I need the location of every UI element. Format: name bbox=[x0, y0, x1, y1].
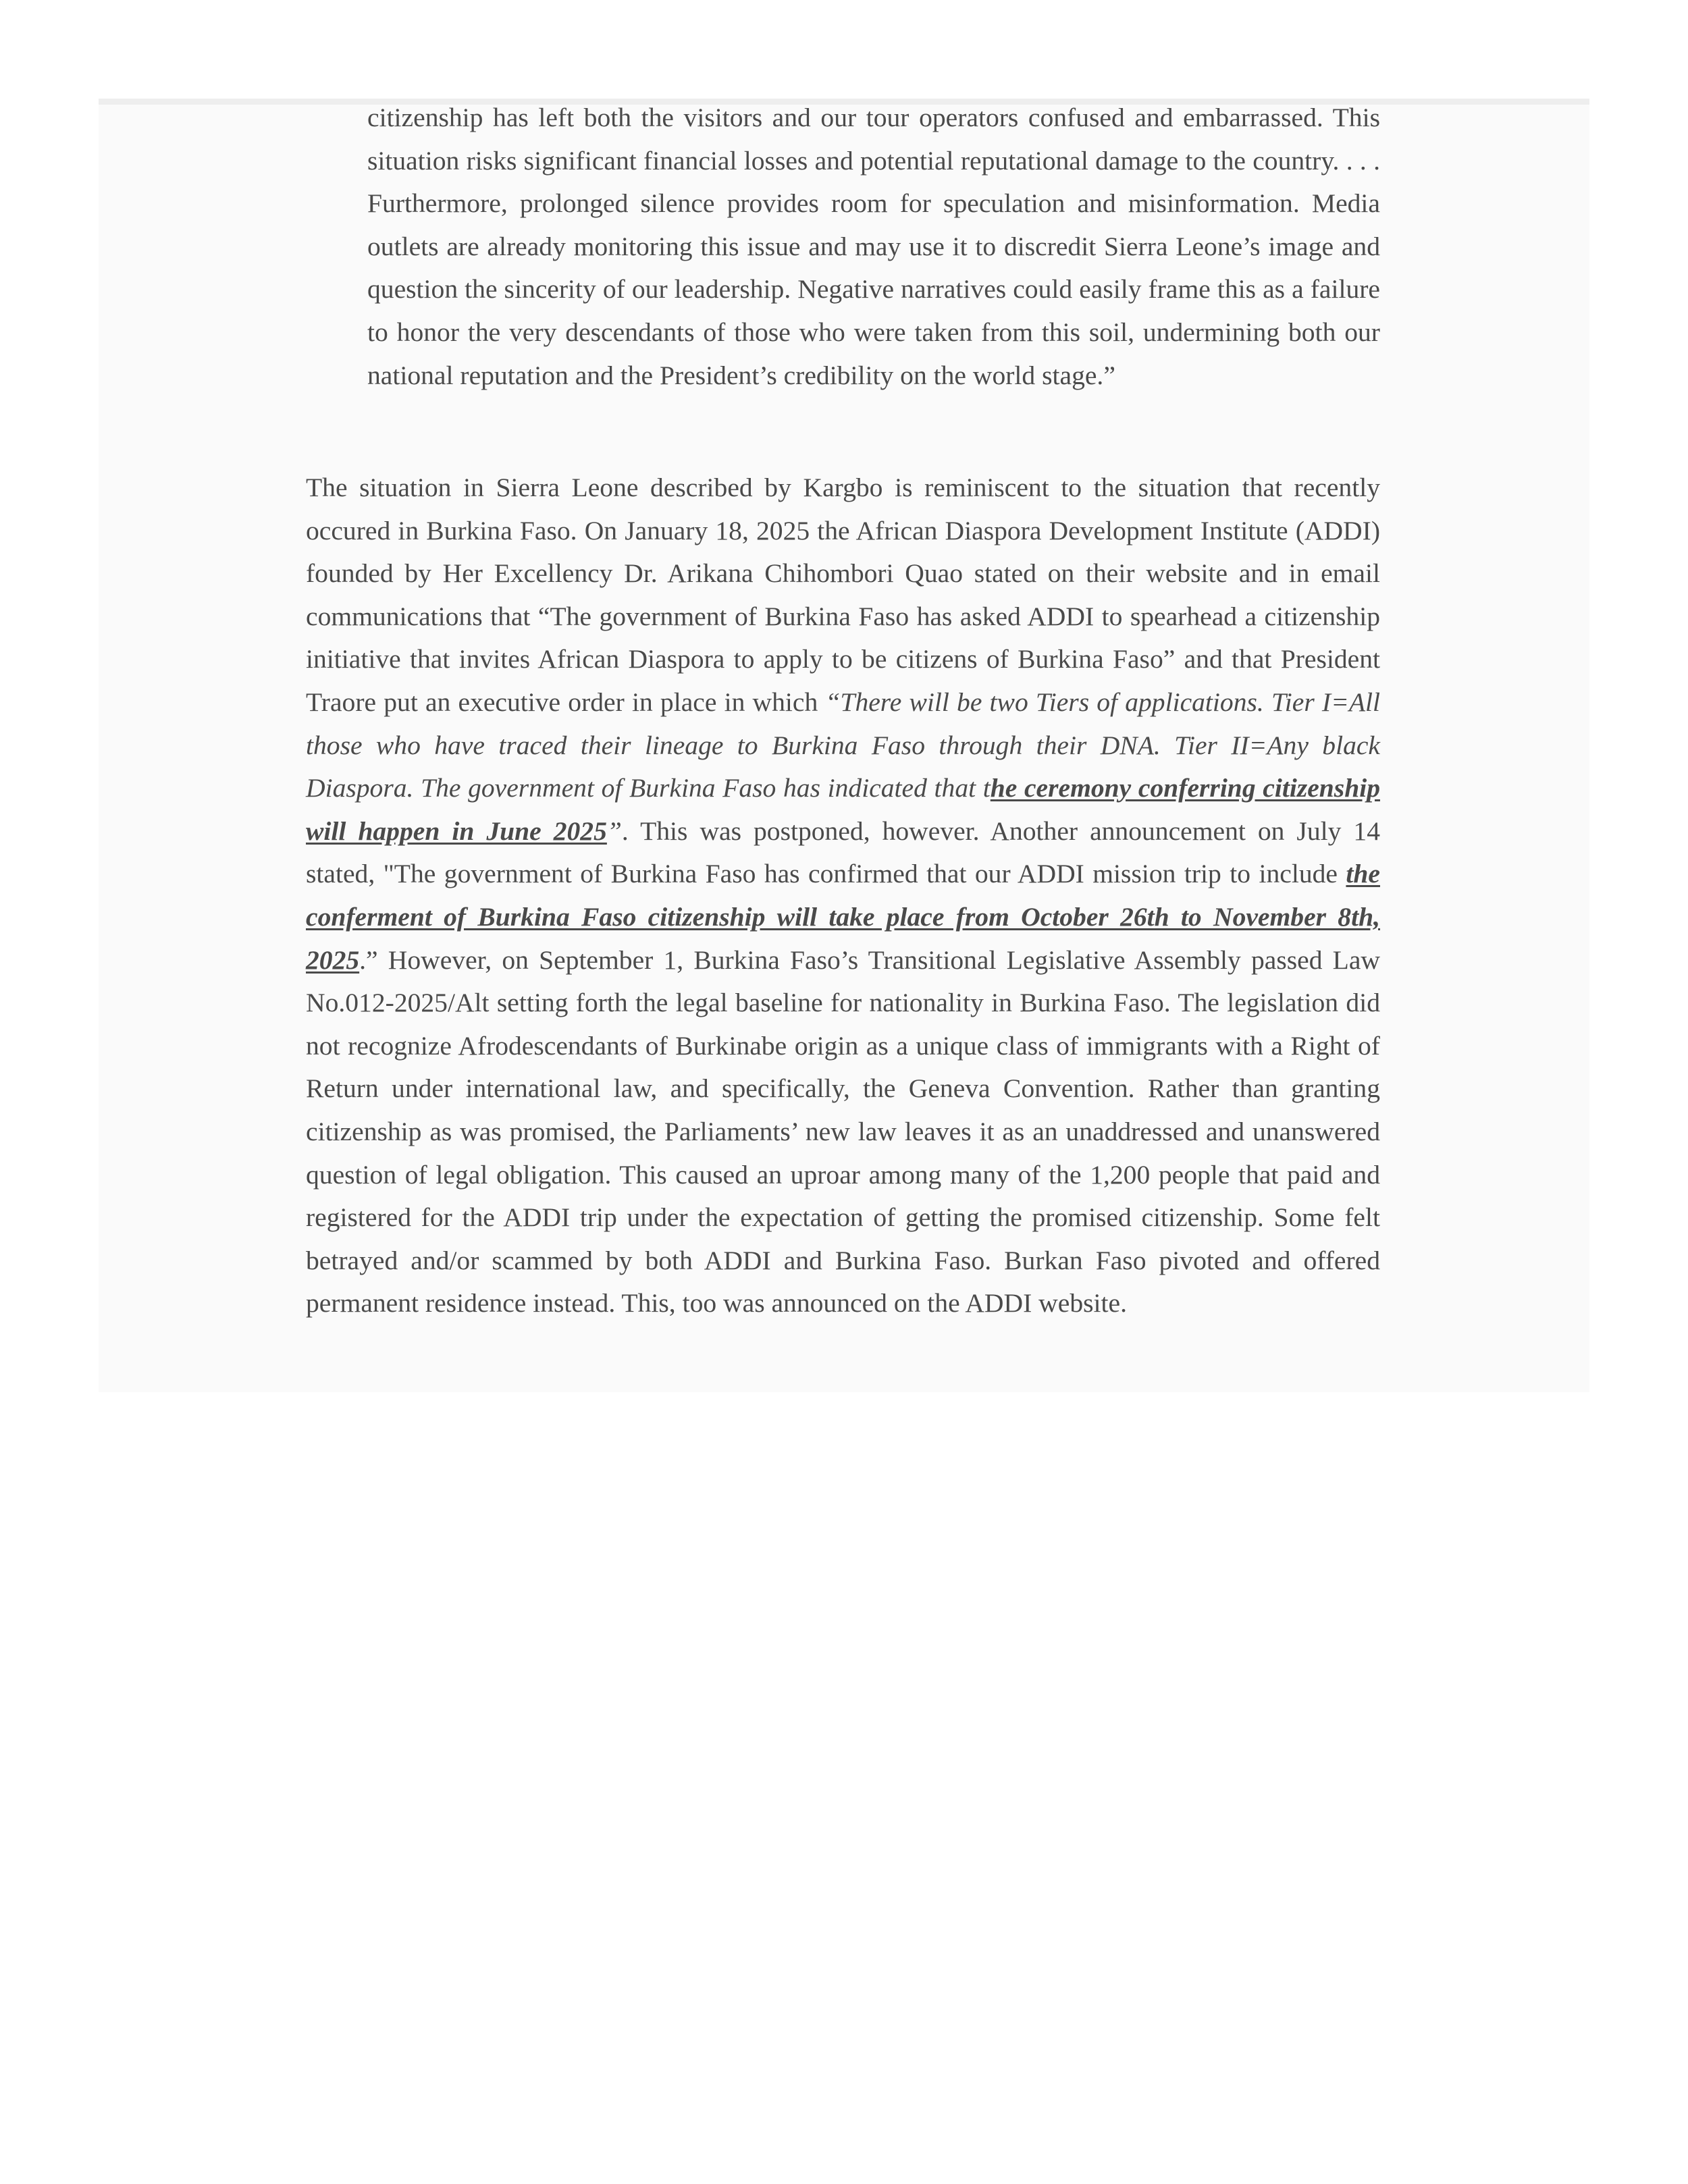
paragraph-text-1: The situation in Sierra Leone described by Kargbo is reminiscent to the situation that recently occured in Burkina Faso. On January 18, 2025 the African Diaspora Development Institute (ADDI) founded by Her Excellency Dr. Arikana Chihombori Quao stated on their website and in email communications that “The government of Burkina Faso has asked ADDI to spearhead a citizenship initiative that invites African Diaspora to apply to be citizens of Burkina Faso” and that President Traore put an executive order in place in which bbox=[306, 473, 1380, 717]
emphasis-june-ceremony: he ceremony conferring citizenship will happen in June 2025 bbox=[306, 773, 1380, 846]
emphasis-october-conferment: the conferment of Burkina Faso citizenship will take place from October 26th to November 8th, 2025 bbox=[306, 859, 1380, 975]
quoted-executive-order: “There will be two Tiers of applications. Tier I=All those who have traced their lineage to Burkina Faso through their DNA. Tier II=Any black Diaspora. The government of Burkina Faso has indicated that t bbox=[306, 687, 1380, 803]
paragraph-text-2: . This was postponed, however. Another announcement on July 14 stated, "The government of Burkina Faso has confirmed that our ADDI mission trip to include bbox=[306, 816, 1380, 889]
paragraph-text-3: .” However, on September 1, Burkina Faso’s Transitional Legislative Assembly passed Law No.012-2025/Alt setting forth the legal baseline for nationality in Burkina Faso. The legislation did not recognize Afrodescendants of Burkinabe origin as a unique class of immigrants with a Right of Return under international law, and specifically, the Geneva Convention. Rather than granting citizenship as was promised, the Parliaments’ new law leaves it as an unaddressed and unanswered question of legal obligation. This caused an uproar among many of the 1,200 people that paid and registered for the ADDI trip under the expectation of getting the promised citizenship. Some felt betrayed and/or scammed by both ADDI and Burkina Faso. Burkan Faso pivoted and offered permanent residence instead. This, too was announced on the ADDI website. bbox=[306, 944, 1380, 1319]
closing-quote-mark: ” bbox=[606, 816, 622, 846]
body-paragraph bbox=[306, 467, 1380, 1325]
block-quote: citizenship has left both the visitors and our tour operators confused and embarrassed. This situation risks significant financial losses and potential reputational damage to the country. . . . Furthermore, prolonged silence provides room for speculation and misinformation. Media outlets are already monitoring this issue and may use it to discredit Sierra Leone’s image and question the sincerity of our leadership. Negative narratives could easily frame this as a failure to honor the very descendants of those who were taken from this soil, undermining both our national reputation and the President’s credibility on the world stage.” bbox=[367, 103, 1380, 390]
